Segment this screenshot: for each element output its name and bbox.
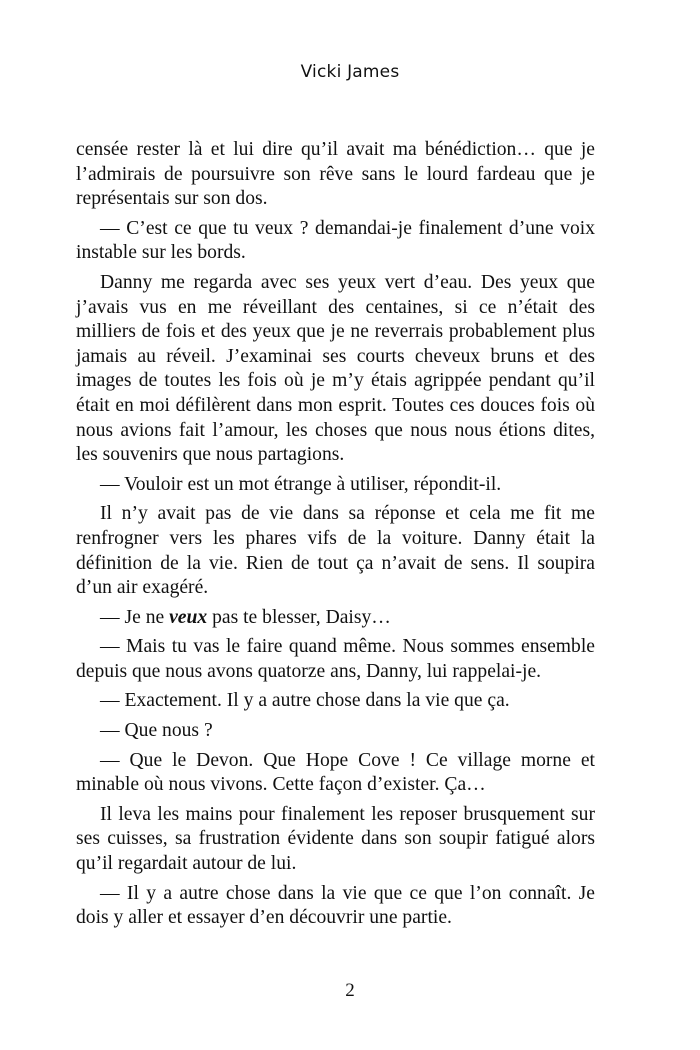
paragraph: Danny me regarda avec ses yeux vert d’eau. Des yeux que j’avais vus en me réveillant des centaines, si ce n’était des milliers de fois et des yeux que je ne reverrais probablement plus jamais au réveil. J’examinai ses courts cheveux bruns et des images de toutes les fois où je m’y étais agrippée pendant qu’il était en moi défilèrent dans mon esprit. Toutes ces douces fois où nous avions fait l’amour, les choses que nous nous étions dites, les souvenirs que nous partagions. [76,271,595,466]
paragraph-text-after: pas te blesser, Daisy… [207,606,391,628]
paragraph-text-before: — Je ne [100,606,170,628]
paragraph-with-emphasis [76,606,595,631]
paragraph: — C’est ce que tu veux ? demandai-je finalement d’une voix instable sur les bords. [76,217,595,264]
paragraph: — Mais tu vas le faire quand même. Nous sommes ensemble depuis que nous avons quatorze ans, Danny, lui rappelai-je. [76,636,595,682]
emphasized-word: veux [169,606,208,628]
paragraph: censée rester là et lui dire qu’il avait ma bénédiction… que je l’admirais de poursuivre son rêve sans le lourd fardeau que je représentais sur son dos. [76,139,595,210]
page-number: 2 [345,980,355,1001]
paragraph: — Que nous ? [100,720,213,742]
paragraph: — Il y a autre chose dans la vie que ce que l’on connaît. Je dois y aller et essayer d’en découvrir une partie. [76,882,595,929]
body-text [76,138,595,936]
running-header-author: Vicki James [300,62,400,82]
paragraph: Il leva les mains pour finalement les reposer brusquement sur ses cuisses, sa frustration évidente dans son soupir fatigué alors qu’il regardait autour de lui. [76,803,595,875]
paragraph: — Que le Devon. Que Hope Cove ! Ce village morne et minable où nous vivons. Cette façon d’exister. Ça… [76,749,595,796]
paragraph: — Vouloir est un mot étrange à utiliser, répondit-il. [100,473,502,495]
paragraph: — Exactement. Il y a autre chose dans la vie que ça. [100,690,510,712]
paragraph: Il n’y avait pas de vie dans sa réponse et cela me fit me renfrogner vers les phares vifs de la voiture. Danny était la définition de la vie. Rien de tout ça n’avait de sens. Il soupira d’un air exagéré. [76,503,595,599]
